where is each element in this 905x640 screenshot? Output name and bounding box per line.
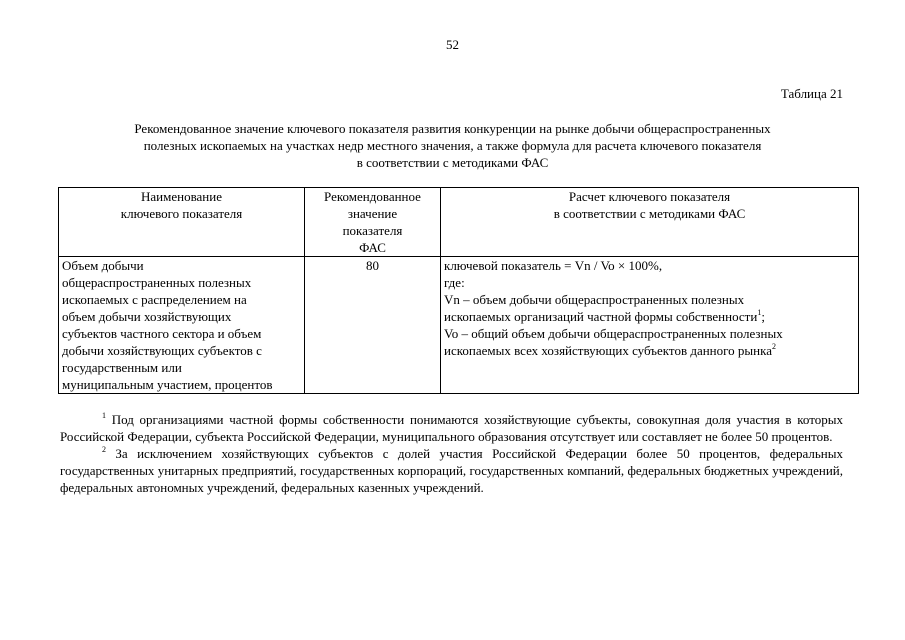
header-recommended-value: [305, 188, 441, 257]
cell-line: муниципальным участием, процентов: [62, 377, 273, 392]
footnote-ref-2: 2: [771, 342, 776, 351]
header-indicator-name: [59, 188, 305, 257]
header-line: показателя: [342, 223, 403, 238]
cell-line: Объем добычи: [62, 258, 144, 273]
formula-text: ископаемых всех хозяйствующих субъектов данного рынка: [444, 343, 772, 358]
formula-where: где:: [444, 275, 465, 290]
formula-vo-line-2: [444, 342, 855, 359]
footnote-text: Под организациями частной формы собственности понимаются хозяйствующие субъекты, совокупная доля участия в которых Российской Федерации, субъекта Российской Федерации, муниципального образования отсутствует или составляет не более 50 процентов.: [60, 412, 843, 444]
formula-text: ископаемых организаций частной формы собственности: [444, 309, 758, 324]
title-line: Рекомендованное значение ключевого показателя развития конкуренции на рынке добычи общераспространенных: [134, 121, 771, 136]
header-line: ключевого показателя: [120, 206, 243, 221]
cell-line: субъектов частного сектора и объем: [62, 326, 262, 341]
footnote-mark: 2: [102, 445, 106, 454]
table-header-row: [59, 188, 859, 257]
title-line: в соответствии с методиками ФАС: [356, 155, 549, 170]
header-line: значение: [347, 206, 398, 221]
calculation-cell: [441, 257, 859, 394]
formula-vn-line-2: [444, 308, 855, 325]
cell-line: ископаемых с распределением на: [62, 292, 247, 307]
header-line: Рекомендованное: [324, 189, 421, 204]
header-calculation: [441, 188, 859, 257]
footnote-text: За исключением хозяйствующих субъектов с долей участия Российской Федерации более 50 процентов, федеральных государственных унитарных предприятий, государственных корпораций, государственных компаний, федеральных бюджетных учреждений, федеральных автономных учреждений, федеральных казенных учреждений.: [60, 446, 843, 495]
footnote-2: [60, 445, 843, 496]
header-line: Расчет ключевого показателя: [568, 189, 731, 204]
kpi-table: [58, 187, 859, 394]
table-title: [60, 120, 845, 171]
cell-line: государственным или: [62, 360, 182, 375]
recommended-value-cell: 80: [305, 257, 441, 394]
cell-line: общераспространенных полезных: [62, 275, 252, 290]
indicator-name-cell: [59, 257, 305, 394]
footnote-ref-1: 1: [757, 308, 762, 317]
header-line: в соответствии с методиками ФАС: [553, 206, 746, 221]
title-line: полезных ископаемых на участках недр местного значения, а также формула для расчета ключевого показателя: [143, 138, 762, 153]
table-label: Таблица 21: [780, 86, 843, 101]
header-line: Наименование: [141, 189, 222, 204]
footnote-1: [60, 411, 843, 445]
formula-line: ключевой показатель = Vn / Vo × 100%,: [444, 258, 663, 273]
cell-line: добычи хозяйствующих субъектов с: [62, 343, 262, 358]
cell-line: объем добычи хозяйствующих: [62, 309, 232, 324]
page-number: 52: [446, 37, 459, 52]
footnotes: [60, 411, 843, 496]
table-row: [59, 257, 859, 394]
header-line: ФАС: [359, 240, 386, 255]
formula-vo-line: Vo – общий объем добычи общераспространенных полезных: [444, 326, 783, 341]
formula-vn-line: Vn – объем добычи общераспространенных полезных: [444, 292, 745, 307]
footnote-mark: 1: [102, 411, 106, 420]
formula-punct: ;: [761, 309, 765, 324]
